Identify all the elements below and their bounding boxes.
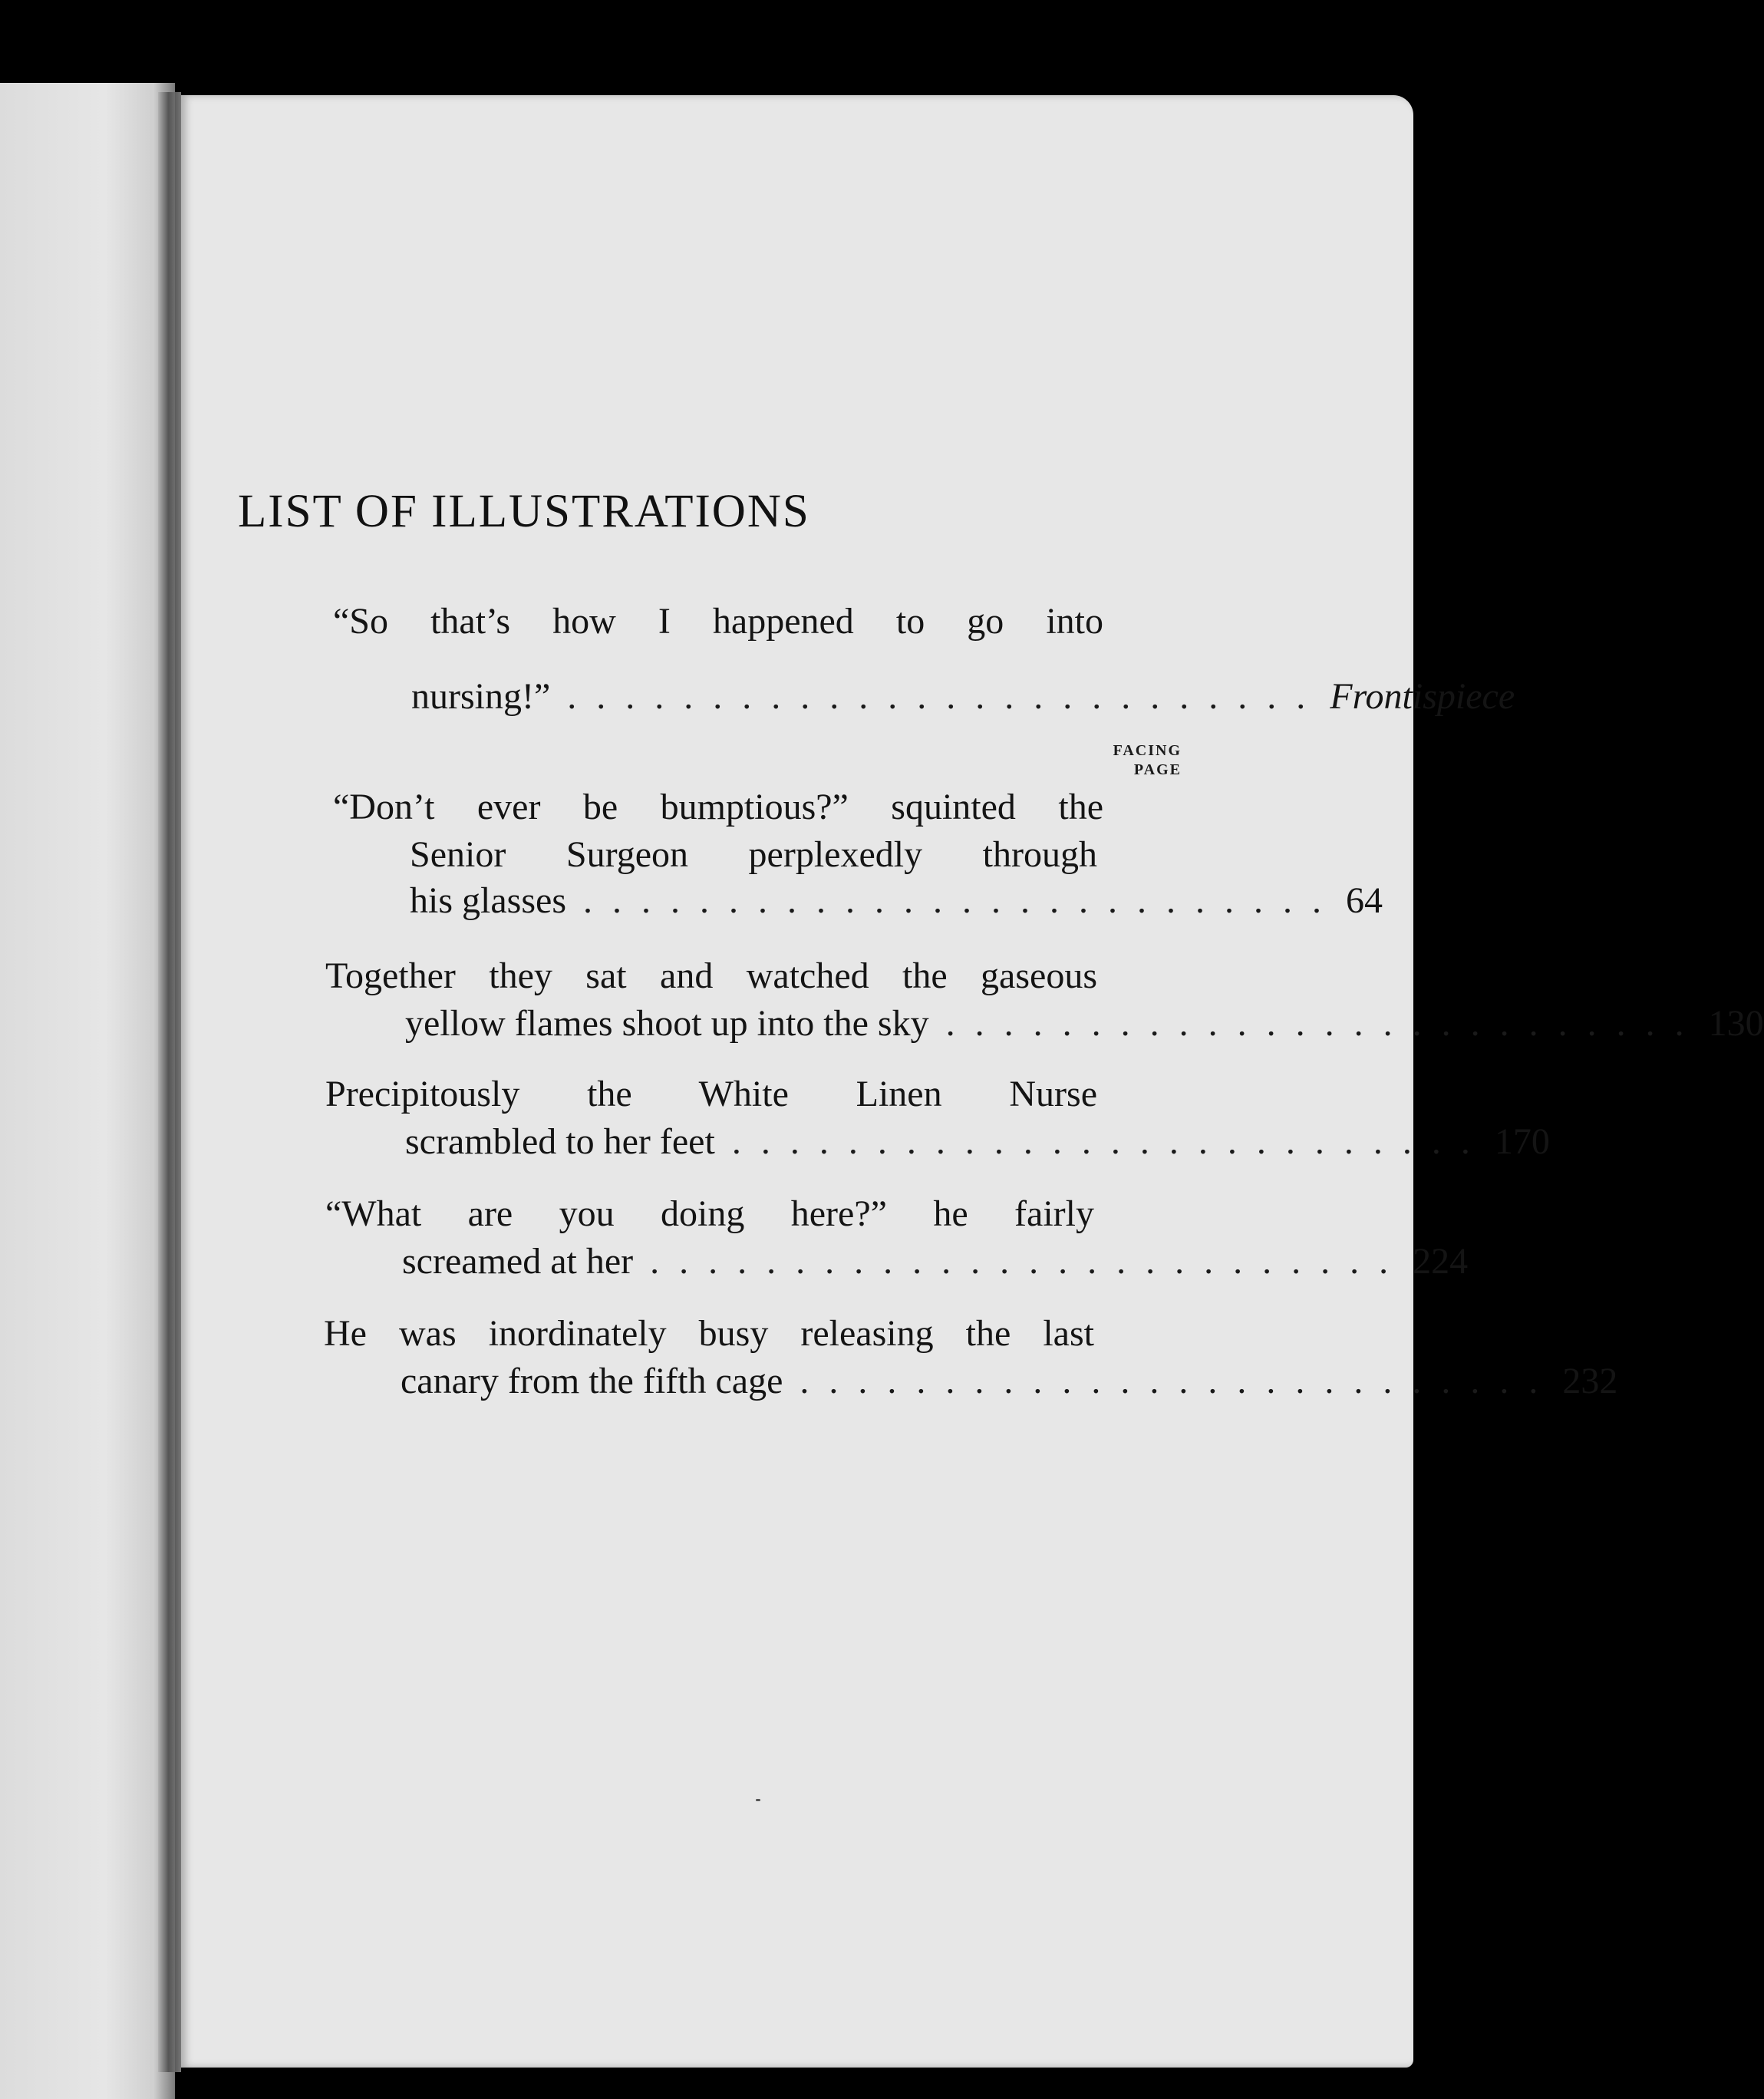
entry-2-line-3 xyxy=(410,880,1383,921)
entry-3-text: yellow flames shoot up into the sky xyxy=(405,1003,929,1044)
entry-1-text: nursing!” xyxy=(411,676,551,717)
facing-label: FACING xyxy=(1113,742,1182,759)
entry-1-line-1: “So that’s how I happened to go into xyxy=(333,601,1103,642)
dot-leader: .......................... xyxy=(731,1121,1490,1162)
dot-leader: .......................... xyxy=(800,1361,1558,1401)
entry-3-line-2 xyxy=(405,1003,1764,1044)
entry-3-line-1: Together they sat and watched the gaseous xyxy=(325,955,1097,996)
entry-5-line-1: “What are you doing here?” he fairly xyxy=(325,1193,1094,1234)
entry-2-line-2: Senior Surgeon perplexedly through xyxy=(410,834,1097,875)
entry-4-line-2 xyxy=(405,1121,1550,1162)
entry-4-line-1: Precipitously the White Linen Nurse xyxy=(325,1074,1097,1114)
entry-5-page: 224 xyxy=(1413,1241,1469,1282)
dot-leader: .......................... xyxy=(583,880,1341,921)
page-title: LIST OF ILLUSTRATIONS xyxy=(238,486,810,537)
dot-leader: .......................... xyxy=(650,1241,1409,1282)
entry-6-text: canary from the fifth cage xyxy=(401,1361,783,1401)
entry-3-page: 130 xyxy=(1708,1003,1764,1044)
entry-2-line-1: “Don’t ever be bumptious?” squinted the xyxy=(333,787,1103,827)
paper-speck xyxy=(756,1799,760,1801)
entry-2-text: his glasses xyxy=(410,880,566,921)
entry-6-page: 232 xyxy=(1562,1361,1618,1401)
dot-leader: .......................... xyxy=(945,1003,1704,1044)
book-gutter xyxy=(158,92,181,2072)
entry-5-line-2 xyxy=(402,1241,1469,1282)
facing-page-header xyxy=(1096,741,1182,780)
entry-6-line-2 xyxy=(401,1361,1618,1401)
dot-leader: .......................... xyxy=(567,676,1326,717)
entry-1-line-2 xyxy=(411,676,1515,717)
entry-2-page: 64 xyxy=(1346,880,1383,921)
left-page-edge xyxy=(0,83,175,2099)
entry-1-page: Frontispiece xyxy=(1330,676,1515,717)
entry-6-line-1: He was inordinately busy releasing the last xyxy=(324,1313,1094,1354)
page-label: PAGE xyxy=(1133,761,1182,778)
entry-4-page: 170 xyxy=(1494,1121,1550,1162)
entry-5-text: screamed at her xyxy=(402,1241,634,1282)
entry-4-text: scrambled to her feet xyxy=(405,1121,715,1162)
